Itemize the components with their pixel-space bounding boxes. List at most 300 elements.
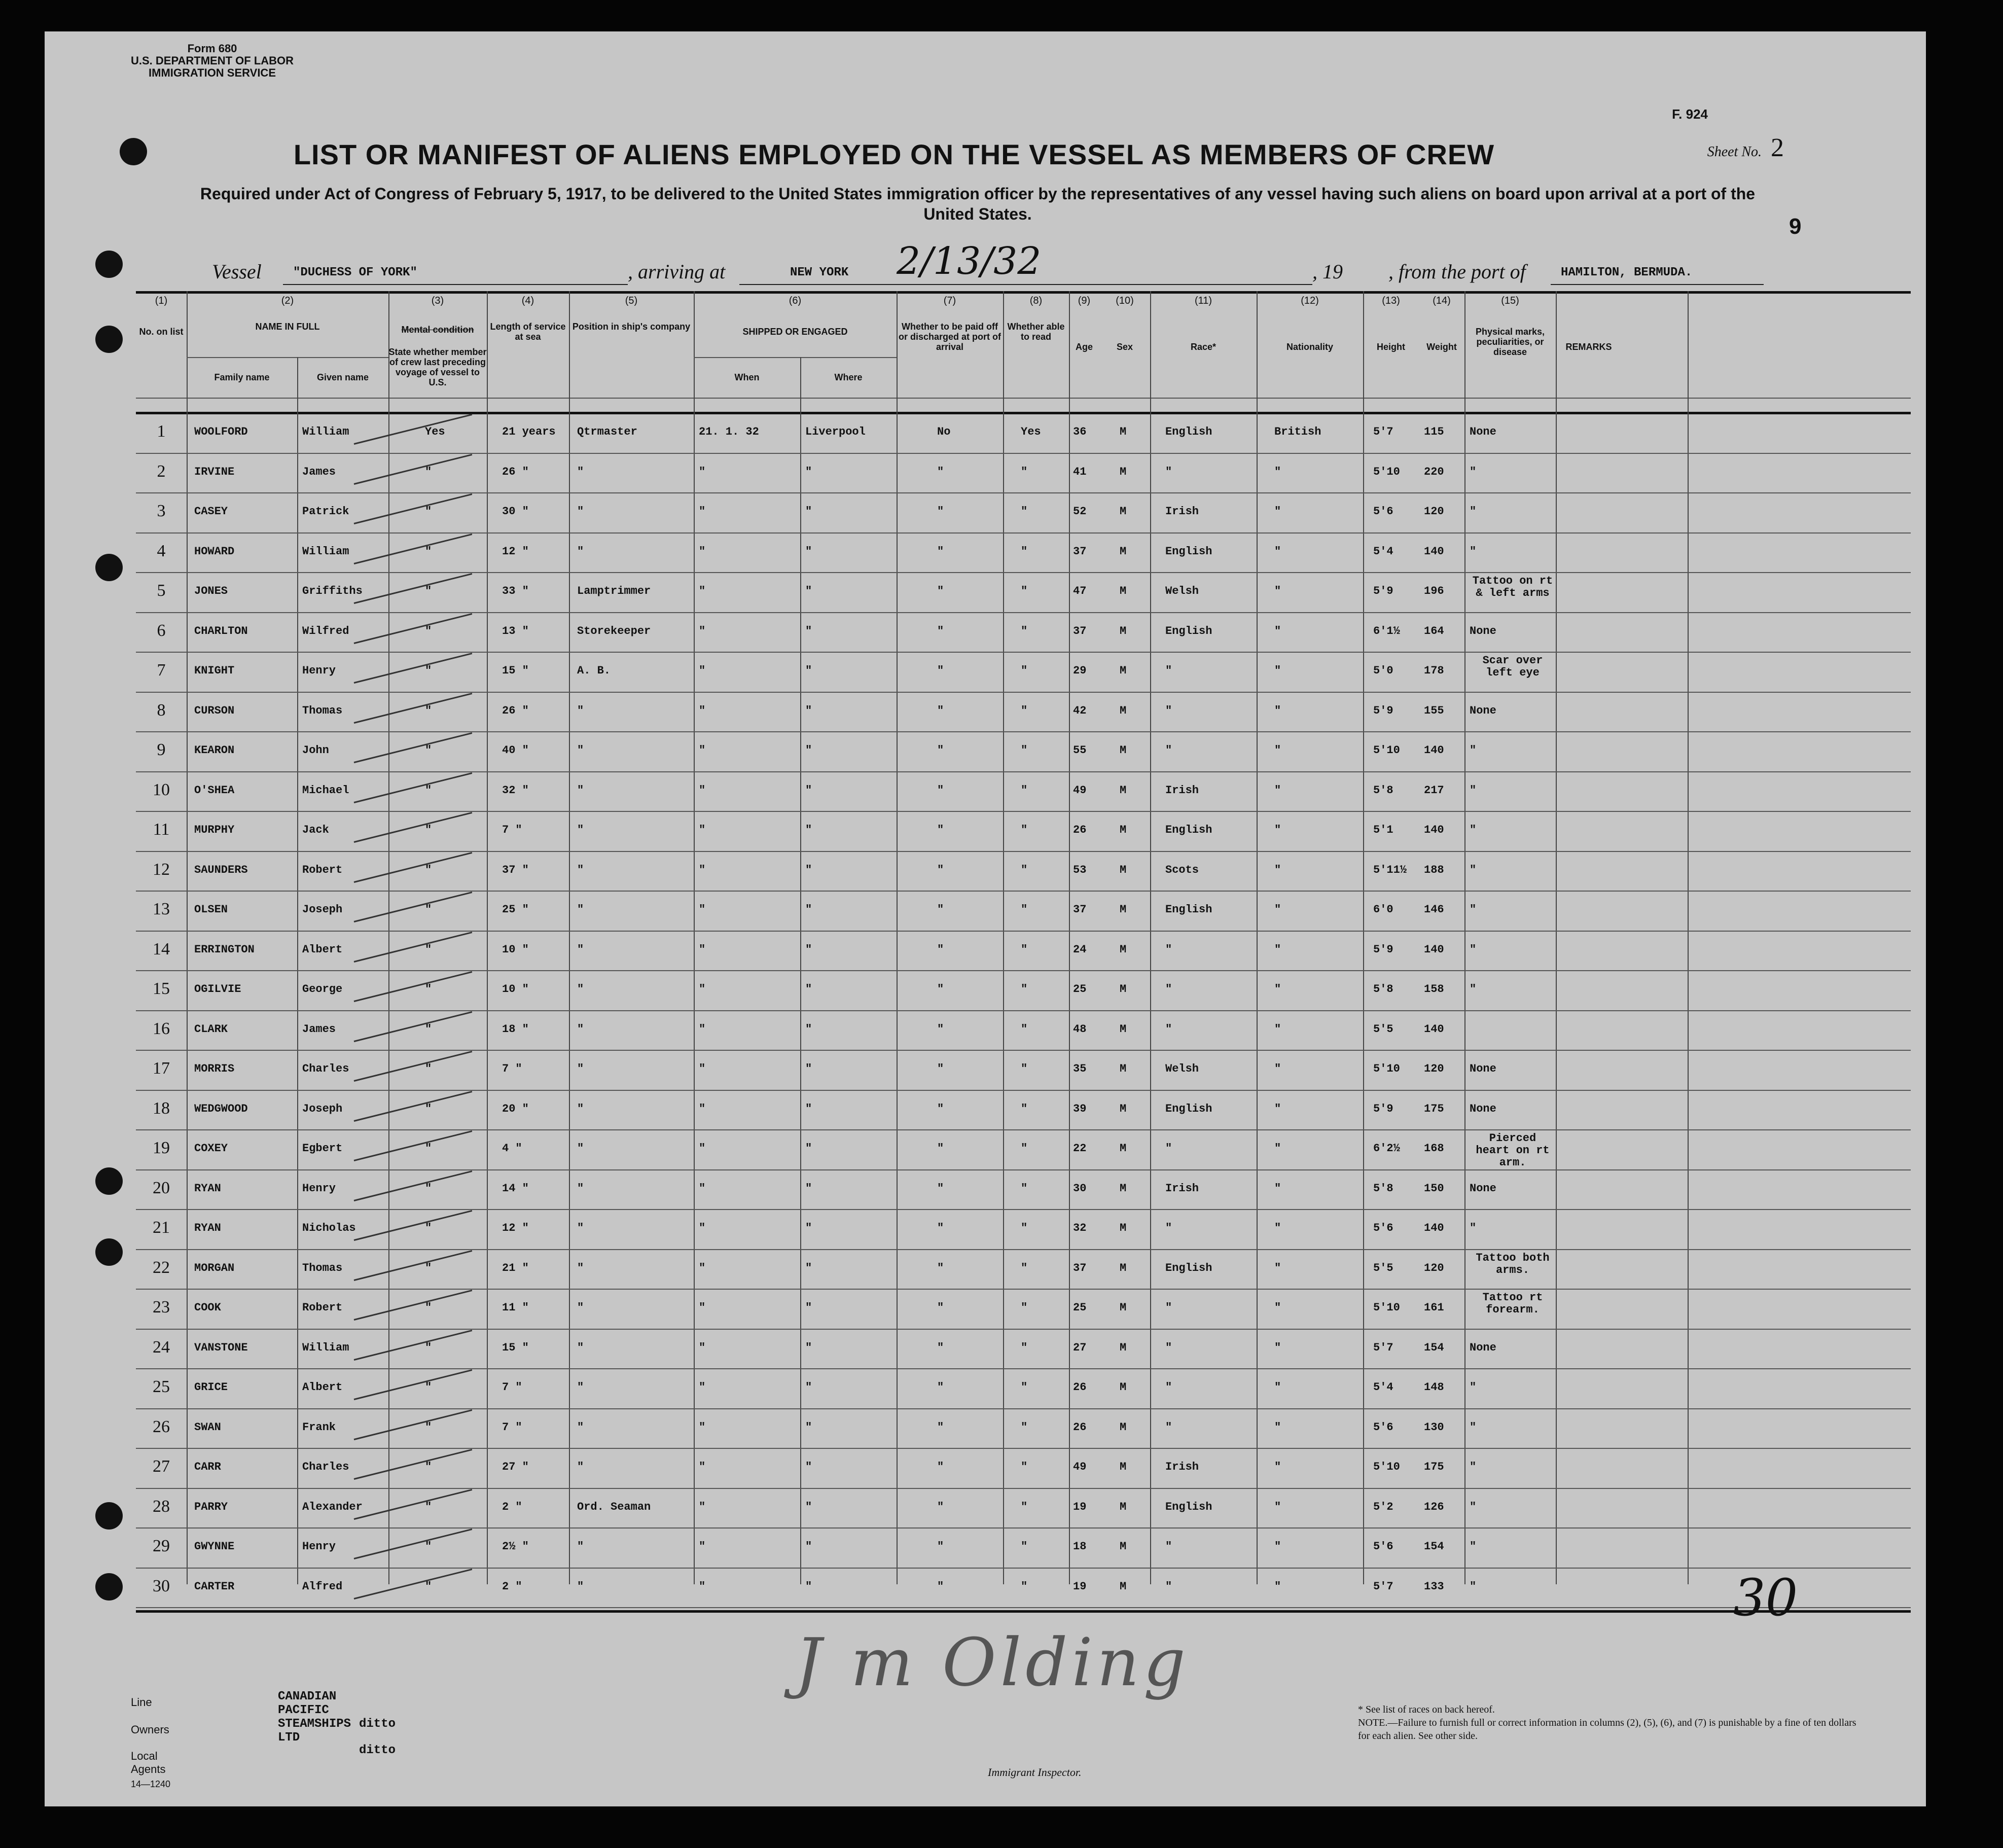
cell-weight: 154	[1424, 1540, 1444, 1553]
cell-nationality: "	[1274, 1381, 1281, 1394]
cell-sex: M	[1120, 545, 1127, 558]
cell-age: 19	[1073, 1580, 1087, 1593]
cell-marks: None	[1470, 624, 1496, 637]
cell-when: "	[699, 824, 706, 836]
column-number: (15)	[1501, 295, 1519, 306]
manifest-sheet	[45, 31, 1926, 1806]
cell-age: 18	[1073, 1540, 1087, 1553]
row-number: 24	[153, 1337, 170, 1357]
cell-service: 7 "	[502, 1420, 522, 1434]
cell-read: "	[1021, 1062, 1028, 1075]
cell-race: "	[1165, 1142, 1172, 1155]
cell-where: "	[805, 1142, 812, 1155]
punch-hole	[95, 1573, 123, 1601]
cell-given: Joseph	[302, 1102, 343, 1115]
cell-height: 5'10	[1373, 1461, 1400, 1473]
cell-paid: "	[937, 1381, 944, 1394]
cell-position: "	[577, 1222, 584, 1234]
cell-race: "	[1165, 943, 1172, 956]
cell-race: "	[1165, 1381, 1172, 1394]
cell-read: "	[1021, 505, 1028, 518]
row-number: 26	[153, 1417, 170, 1436]
cell-nationality: "	[1274, 704, 1281, 717]
row-number: 8	[157, 700, 166, 720]
cell-race: "	[1165, 1580, 1172, 1593]
row-number: 13	[153, 900, 170, 918]
cell-height: 5'6	[1373, 1222, 1393, 1234]
cell-weight: 154	[1424, 1341, 1444, 1354]
header-position: Position in ship's company	[572, 322, 691, 332]
cell-height: 5'11½	[1373, 863, 1407, 876]
cell-nationality: "	[1274, 585, 1281, 597]
cell-position: "	[577, 704, 584, 717]
cell-sex: M	[1120, 1222, 1127, 1234]
cell-weight: 175	[1424, 1102, 1444, 1115]
agents-value: ditto	[359, 1744, 396, 1757]
cell-sex: M	[1120, 863, 1127, 876]
cell-given: James	[302, 1022, 336, 1036]
cell-where: "	[805, 1461, 812, 1473]
cell-family: IRVINE	[194, 465, 235, 478]
cell-weight: 188	[1424, 863, 1444, 876]
cell-where: "	[805, 704, 812, 717]
cell-where: "	[805, 1341, 812, 1354]
cell-sex: M	[1120, 505, 1127, 518]
cell-position: Lamptrimmer	[577, 585, 651, 597]
header-name: NAME IN FULL	[255, 322, 320, 332]
cell-prev: "	[425, 1500, 432, 1513]
cell-paid: "	[937, 624, 944, 637]
cell-paid: "	[937, 1500, 944, 1513]
row-number: 10	[153, 780, 170, 799]
cell-given: George	[302, 983, 343, 996]
cell-service: 15 "	[502, 1341, 529, 1354]
cell-race: English	[1165, 1261, 1212, 1274]
cell-paid: "	[937, 1062, 944, 1075]
cell-position: "	[577, 784, 584, 797]
cell-age: 36	[1073, 425, 1087, 438]
cell-race: Irish	[1165, 505, 1199, 518]
cell-service: 12 "	[502, 1222, 529, 1234]
cell-prev: "	[425, 664, 432, 677]
cell-position: "	[577, 903, 584, 916]
cell-service: 2 "	[502, 1500, 522, 1513]
cell-service: 15 "	[502, 664, 529, 677]
header-shipped: SHIPPED OR ENGAGED	[742, 327, 848, 337]
cell-height: 5'10	[1373, 1062, 1400, 1075]
header-family: Family name	[214, 372, 270, 382]
year-label: , 19	[1312, 260, 1343, 283]
check-mark	[354, 573, 473, 604]
header-read: Whether able to read	[1007, 322, 1065, 342]
cell-when: "	[699, 664, 706, 677]
column-number: (1)	[155, 295, 168, 306]
cell-age: 48	[1073, 1022, 1087, 1036]
cell-service: 27 "	[502, 1461, 529, 1473]
cell-paid: "	[937, 1182, 944, 1195]
cell-given: John	[302, 744, 329, 757]
cell-sex: M	[1120, 1420, 1127, 1434]
cell-prev: "	[425, 585, 432, 597]
cell-age: 55	[1073, 744, 1087, 757]
total-handwritten: 30	[1733, 1568, 1798, 1627]
cell-read: "	[1021, 903, 1028, 916]
cell-sex: M	[1120, 1182, 1127, 1195]
cell-service: 10 "	[502, 943, 529, 956]
cell-family: KNIGHT	[194, 664, 235, 677]
cell-when: "	[699, 1222, 706, 1234]
punch-hole	[95, 1238, 123, 1266]
cell-sex: M	[1120, 465, 1127, 478]
cell-prev: "	[425, 505, 432, 518]
cell-marks: "	[1470, 1461, 1477, 1473]
cell-when: "	[699, 585, 706, 597]
cell-prev: "	[425, 1022, 432, 1036]
cell-read: "	[1021, 704, 1028, 717]
cell-position: Ord. Seaman	[577, 1500, 651, 1513]
cell-height: 5'2	[1373, 1500, 1393, 1513]
cell-family: GRICE	[194, 1381, 228, 1394]
cell-nationality: "	[1274, 1301, 1281, 1314]
cell-weight: 120	[1424, 505, 1444, 518]
cell-height: 5'9	[1373, 1102, 1393, 1115]
cell-weight: 115	[1424, 425, 1444, 438]
check-mark	[354, 493, 473, 524]
cell-paid: "	[937, 1261, 944, 1274]
cell-when: "	[699, 744, 706, 757]
cell-weight: 168	[1424, 1142, 1444, 1155]
cell-where: "	[805, 1420, 812, 1434]
cell-given: Alfred	[302, 1580, 343, 1593]
punch-hole	[95, 251, 123, 278]
cell-age: 37	[1073, 624, 1087, 637]
cell-age: 19	[1073, 1500, 1087, 1513]
row-number: 20	[153, 1178, 170, 1197]
cell-service: 12 "	[502, 545, 529, 558]
cell-age: 47	[1073, 585, 1087, 597]
header-given: Given name	[316, 372, 369, 382]
cell-service: 11 "	[502, 1301, 529, 1314]
column-number: (9)	[1078, 295, 1091, 306]
cell-service: 2 "	[502, 1580, 522, 1593]
cell-race: "	[1165, 1341, 1172, 1354]
cell-where: "	[805, 624, 812, 637]
punch-hole	[95, 326, 123, 353]
cell-where: "	[805, 943, 812, 956]
cell-nationality: "	[1274, 624, 1281, 637]
cell-when: "	[699, 1142, 706, 1155]
cell-family: ERRINGTON	[194, 943, 255, 956]
cell-nationality: "	[1274, 1062, 1281, 1075]
cell-family: OLSEN	[194, 903, 228, 916]
cell-family: O'SHEA	[194, 784, 235, 797]
cell-when: "	[699, 784, 706, 797]
cell-race: "	[1165, 744, 1172, 757]
cell-age: 42	[1073, 704, 1087, 717]
check-mark	[354, 1568, 473, 1599]
cell-service: 26 "	[502, 465, 529, 478]
cell-given: Thomas	[302, 1261, 343, 1274]
cell-read: "	[1021, 1102, 1028, 1115]
row-number: 5	[157, 581, 166, 600]
cell-paid: "	[937, 784, 944, 797]
cell-where: "	[805, 465, 812, 478]
cell-family: SWAN	[194, 1420, 221, 1434]
cell-where: "	[805, 545, 812, 558]
cell-where: "	[805, 505, 812, 518]
cell-position: "	[577, 1142, 584, 1155]
cell-prev: "	[425, 1341, 432, 1354]
cell-marks: None	[1470, 1341, 1496, 1354]
row-number: 14	[153, 939, 170, 958]
cell-weight: 150	[1424, 1182, 1444, 1195]
form-code: 14—1240	[131, 1779, 171, 1789]
column-number: (3)	[431, 295, 444, 306]
cell-where: "	[805, 824, 812, 836]
cell-where: "	[805, 1540, 812, 1553]
check-mark	[354, 613, 473, 644]
cell-where: "	[805, 1381, 812, 1394]
cell-marks: "	[1470, 863, 1477, 876]
cell-prev: "	[425, 704, 432, 717]
cell-paid: "	[937, 505, 944, 518]
cell-position: "	[577, 545, 584, 558]
cell-marks: Tattoo on rt & left arms	[1472, 575, 1553, 599]
cell-paid: "	[937, 465, 944, 478]
check-mark	[354, 1409, 473, 1440]
cell-read: "	[1021, 824, 1028, 836]
column-number: (4)	[521, 295, 534, 306]
sheet-value: 2	[1771, 133, 1784, 162]
cell-sex: M	[1120, 943, 1127, 956]
check-mark	[354, 533, 473, 564]
row-number: 29	[153, 1537, 170, 1555]
cell-service: 14 "	[502, 1182, 529, 1195]
cell-prev: "	[425, 1261, 432, 1274]
cell-given: Jack	[302, 824, 329, 836]
cell-when: "	[699, 1341, 706, 1354]
cell-when: 21. 1. 32	[699, 425, 759, 438]
cell-service: 2½ "	[502, 1540, 529, 1553]
cell-sex: M	[1120, 903, 1127, 916]
cell-nationality: "	[1274, 1182, 1281, 1195]
cell-service: 21 years	[502, 425, 556, 438]
cell-prev: "	[425, 943, 432, 956]
cell-paid: "	[937, 545, 944, 558]
cell-given: Frank	[302, 1420, 336, 1434]
row-number: 25	[153, 1377, 170, 1396]
cell-prev: "	[425, 465, 432, 478]
cell-sex: M	[1120, 1142, 1127, 1155]
cell-age: 52	[1073, 505, 1087, 518]
cell-weight: 140	[1424, 744, 1444, 757]
cell-race: "	[1165, 465, 1172, 478]
cell-family: COOK	[194, 1301, 221, 1314]
punch-hole	[95, 1167, 123, 1195]
check-mark	[354, 1369, 473, 1400]
cell-weight: 133	[1424, 1580, 1444, 1593]
column-number: (7)	[943, 295, 956, 306]
cell-race: Irish	[1165, 1182, 1199, 1195]
cell-marks: "	[1470, 744, 1477, 757]
cell-weight: 175	[1424, 1461, 1444, 1473]
arriving-label: , arriving at	[628, 260, 726, 283]
header-service: Length of service at sea	[490, 322, 566, 342]
cell-when: "	[699, 1461, 706, 1473]
row-number: 1	[157, 422, 166, 441]
cell-read: "	[1021, 545, 1028, 558]
cell-marks: None	[1470, 1062, 1496, 1075]
cell-family: RYAN	[194, 1222, 221, 1234]
cell-read: "	[1021, 1461, 1028, 1473]
cell-position: "	[577, 1301, 584, 1314]
cell-where: "	[805, 1102, 812, 1115]
cell-nationality: "	[1274, 943, 1281, 956]
cell-position: "	[577, 943, 584, 956]
check-mark	[354, 1090, 473, 1121]
cell-marks: "	[1470, 1500, 1477, 1513]
cell-when: "	[699, 1102, 706, 1115]
cell-race: Scots	[1165, 863, 1199, 876]
cell-family: WOOLFORD	[194, 425, 248, 438]
cell-service: 4 "	[502, 1142, 522, 1155]
cell-nationality: "	[1274, 1222, 1281, 1234]
side-number: 9	[1789, 214, 1802, 239]
cell-given: Henry	[302, 664, 336, 677]
check-mark	[354, 1210, 473, 1241]
cell-marks: "	[1470, 545, 1477, 558]
cell-given: James	[302, 465, 336, 478]
cell-nationality: "	[1274, 505, 1281, 518]
header-weight: Weight	[1426, 342, 1457, 352]
cell-race: "	[1165, 1420, 1172, 1434]
cell-sex: M	[1120, 983, 1127, 996]
cell-age: 41	[1073, 465, 1087, 478]
cell-race: "	[1165, 983, 1172, 996]
cell-nationality: "	[1274, 1420, 1281, 1434]
cell-race: "	[1165, 1222, 1172, 1234]
cell-paid: "	[937, 1540, 944, 1553]
cell-sex: M	[1120, 1062, 1127, 1075]
cell-weight: 126	[1424, 1500, 1444, 1513]
cell-prev: "	[425, 744, 432, 757]
cell-race: English	[1165, 1102, 1212, 1115]
cell-prev: "	[425, 1461, 432, 1473]
cell-read: "	[1021, 1341, 1028, 1354]
cell-read: "	[1021, 784, 1028, 797]
cell-read: "	[1021, 465, 1028, 478]
cell-marks: None	[1470, 425, 1496, 438]
cell-sex: M	[1120, 824, 1127, 836]
check-mark	[354, 1051, 473, 1082]
cell-weight: 120	[1424, 1062, 1444, 1075]
cell-paid: "	[937, 943, 944, 956]
cell-family: MORRIS	[194, 1062, 235, 1075]
cell-weight: 120	[1424, 1261, 1444, 1274]
cell-position: Storekeeper	[577, 624, 651, 637]
check-mark	[354, 1170, 473, 1201]
column-number: (5)	[625, 295, 638, 306]
check-mark	[354, 1329, 473, 1360]
cell-family: OGILVIE	[194, 983, 241, 996]
column-number: (10)	[1116, 295, 1134, 306]
cell-when: "	[699, 1381, 706, 1394]
cell-marks: Tattoo both arms.	[1476, 1251, 1550, 1276]
cell-prev: "	[425, 545, 432, 558]
cell-family: HOWARD	[194, 545, 235, 558]
cell-race: English	[1165, 1500, 1212, 1513]
cell-marks: "	[1470, 1580, 1477, 1593]
cell-prev: "	[425, 1381, 432, 1394]
sheet-label: Sheet No.	[1707, 144, 1762, 160]
cell-prev: "	[425, 1182, 432, 1195]
cell-sex: M	[1120, 1341, 1127, 1354]
cell-position: Qtrmaster	[577, 425, 637, 438]
cell-marks: "	[1470, 1540, 1477, 1553]
cell-nationality: "	[1274, 1022, 1281, 1036]
row-number: 15	[153, 979, 170, 998]
cell-race: English	[1165, 824, 1212, 836]
check-mark	[354, 453, 473, 484]
cell-paid: "	[937, 863, 944, 876]
cell-weight: 146	[1424, 903, 1444, 916]
check-mark	[354, 851, 473, 882]
cell-height: 5'7	[1373, 425, 1393, 438]
row-number: 19	[153, 1139, 170, 1157]
cell-height: 5'8	[1373, 983, 1393, 996]
inspector-label: Immigrant Inspector.	[988, 1766, 1082, 1779]
cell-read: "	[1021, 863, 1028, 876]
cell-where: "	[805, 903, 812, 916]
cell-prev: "	[425, 1580, 432, 1593]
cell-weight: 130	[1424, 1420, 1444, 1434]
cell-nationality: "	[1274, 863, 1281, 876]
cell-given: Robert	[302, 863, 343, 876]
cell-prev: "	[425, 824, 432, 836]
cell-sex: M	[1120, 1022, 1127, 1036]
cell-position: "	[577, 983, 584, 996]
header-height: Height	[1377, 342, 1405, 352]
cell-paid: "	[937, 1022, 944, 1036]
cell-nationality: "	[1274, 1500, 1281, 1513]
cell-service: 30 "	[502, 505, 529, 518]
cell-given: Thomas	[302, 704, 343, 717]
cell-given: William	[302, 1341, 349, 1354]
cell-sex: M	[1120, 1580, 1127, 1593]
cell-height: 5'4	[1373, 1381, 1393, 1394]
vessel-name: "DUCHESS OF YORK"	[293, 266, 417, 279]
column-number: (12)	[1301, 295, 1319, 306]
header-struck-text: Mental condition	[401, 325, 474, 335]
cell-nationality: "	[1274, 545, 1281, 558]
cell-nationality: "	[1274, 664, 1281, 677]
cell-age: 26	[1073, 824, 1087, 836]
cell-position: "	[577, 1540, 584, 1553]
cell-height: 5'4	[1373, 545, 1393, 558]
cell-sex: M	[1120, 1301, 1127, 1314]
cell-weight: 217	[1424, 784, 1444, 797]
cell-service: 33 "	[502, 585, 529, 597]
row-number: 28	[153, 1497, 170, 1516]
cell-marks: "	[1470, 505, 1477, 518]
cell-nationality: "	[1274, 784, 1281, 797]
fine-note: NOTE.—Failure to furnish full or correct information in columns (2), (5), (6), and (7) is punishable by a fine of ten dollars for each alien. See other side.	[1358, 1717, 1856, 1742]
check-mark	[354, 653, 473, 684]
cell-height: 5'6	[1373, 505, 1393, 518]
cell-age: 37	[1073, 903, 1087, 916]
cell-paid: "	[937, 824, 944, 836]
cell-where: "	[805, 664, 812, 677]
